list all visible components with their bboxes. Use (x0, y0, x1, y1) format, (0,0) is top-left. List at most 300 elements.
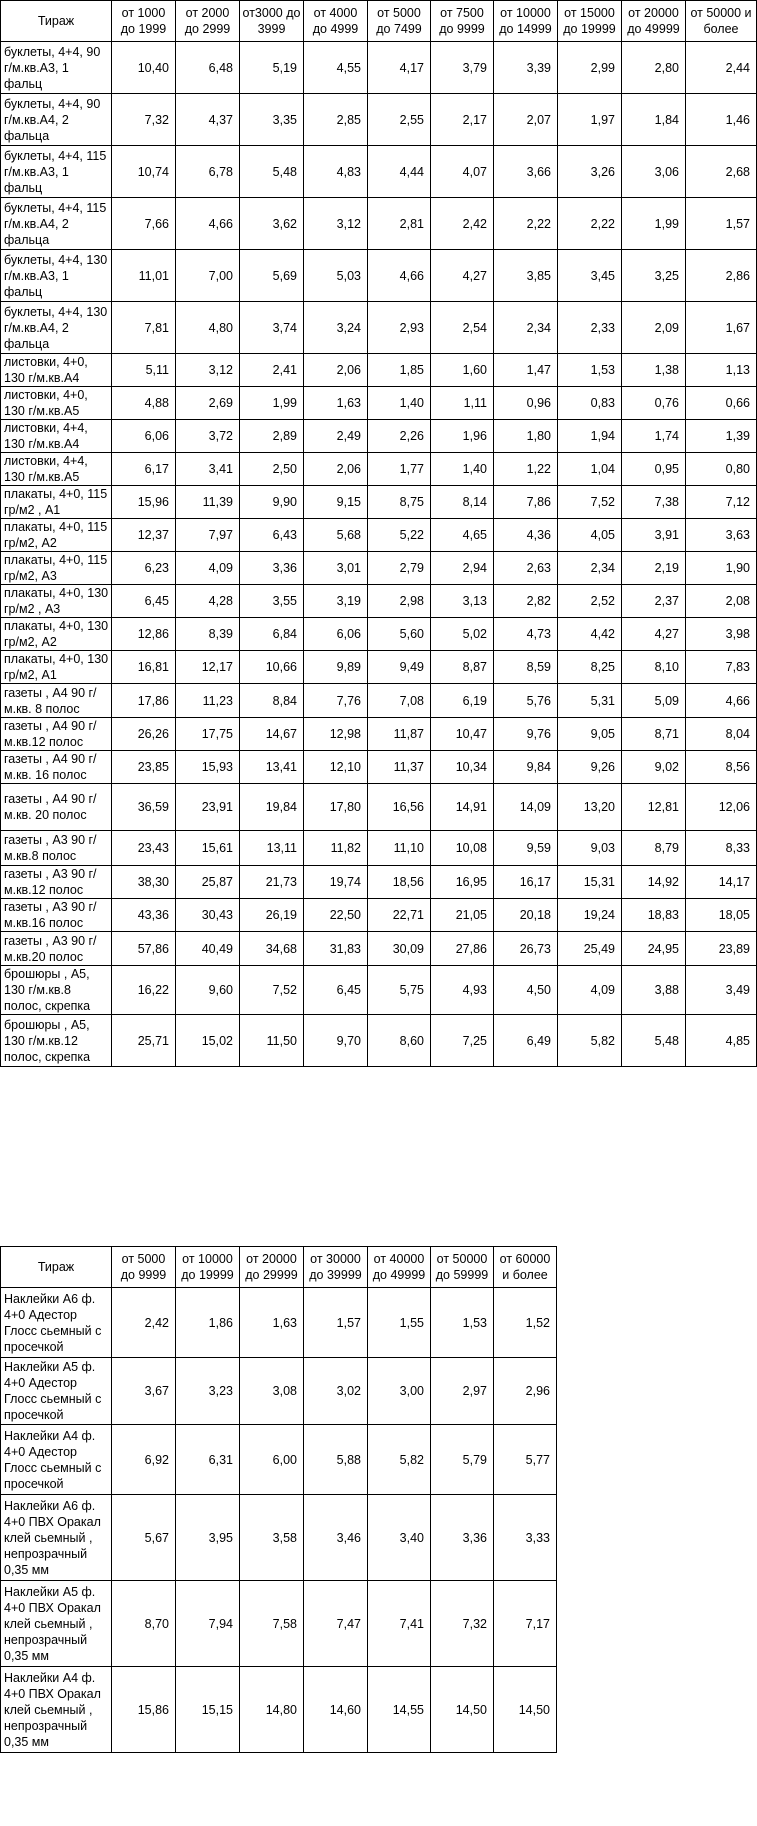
table-row (1, 651, 757, 684)
price-cell: 4,66 (176, 198, 240, 250)
price-cell: 1,53 (558, 354, 622, 387)
product-name-cell: буклеты, 4+4, 90 г/м.кв.А3, 1 фальц (1, 42, 112, 94)
table-row (1, 1581, 557, 1667)
price-cell: 23,91 (176, 784, 240, 831)
price-cell: 5,76 (494, 684, 558, 718)
price-cell: 11,37 (368, 751, 431, 784)
table-row (1, 302, 757, 354)
price-cell: 7,38 (622, 486, 686, 519)
price-cell: 11,87 (368, 718, 431, 751)
price-cell: 7,32 (431, 1581, 494, 1667)
product-name-cell: буклеты, 4+4, 130 г/м.кв.А3, 1 фальц (1, 250, 112, 302)
table-row (1, 1015, 757, 1067)
price-cell: 6,84 (240, 618, 304, 651)
price-cell: 6,45 (112, 585, 176, 618)
price-cell: 5,09 (622, 684, 686, 718)
price-cell: 3,25 (622, 250, 686, 302)
table-row (1, 751, 757, 784)
price-cell: 21,05 (431, 899, 494, 932)
price-cell: 1,99 (240, 387, 304, 420)
price-cell: 7,94 (176, 1581, 240, 1667)
product-name-cell: брошюры , А5, 130 г/м.кв.8 полос, скрепка (1, 966, 112, 1015)
price-cell: 6,06 (304, 618, 368, 651)
price-cell: 10,34 (431, 751, 494, 784)
product-name-cell: Наклейки А5 ф. 4+0 Адестор Глосс сьемный с просечкой (1, 1358, 112, 1425)
table-row (1, 146, 757, 198)
price-cell: 8,60 (368, 1015, 431, 1067)
price-cell: 16,95 (431, 866, 494, 899)
price-cell: 2,68 (686, 146, 757, 198)
price-cell: 3,00 (368, 1358, 431, 1425)
price-cell: 3,26 (558, 146, 622, 198)
price-cell: 6,17 (112, 453, 176, 486)
price-cell: 4,85 (686, 1015, 757, 1067)
price-cell: 9,05 (558, 718, 622, 751)
price-cell: 3,12 (176, 354, 240, 387)
table-row (1, 1495, 557, 1581)
price-cell: 5,82 (368, 1425, 431, 1495)
table-row (1, 387, 757, 420)
price-cell: 14,60 (304, 1667, 368, 1753)
price-cell: 3,74 (240, 302, 304, 354)
price-cell: 5,11 (112, 354, 176, 387)
header-range-8: от 15000 до 19999 (558, 1, 622, 42)
product-name-cell: плакаты, 4+0, 115 гр/м2 , А1 (1, 486, 112, 519)
price-cell: 9,15 (304, 486, 368, 519)
price-cell: 6,92 (112, 1425, 176, 1495)
price-cell: 3,88 (622, 966, 686, 1015)
price-cell: 4,66 (368, 250, 431, 302)
price-cell: 1,39 (686, 420, 757, 453)
price-cell: 14,09 (494, 784, 558, 831)
price-cell: 1,60 (431, 354, 494, 387)
price-cell: 2,49 (304, 420, 368, 453)
header-range-6: от 50000 до 59999 (431, 1247, 494, 1288)
price-cell: 10,47 (431, 718, 494, 751)
product-name-cell: газеты , А3 90 г/м.кв.12 полос (1, 866, 112, 899)
table-row (1, 1358, 557, 1425)
price-cell: 3,46 (304, 1495, 368, 1581)
price-cell: 3,45 (558, 250, 622, 302)
product-name-cell: газеты , А4 90 г/м.кв. 16 полос (1, 751, 112, 784)
price-cell: 38,30 (112, 866, 176, 899)
price-cell: 30,09 (368, 932, 431, 966)
header-range-3: от3000 до 3999 (240, 1, 304, 42)
price-cell: 3,41 (176, 453, 240, 486)
price-cell: 9,70 (304, 1015, 368, 1067)
product-name-cell: плакаты, 4+0, 130 гр/м2, А2 (1, 618, 112, 651)
price-cell: 3,13 (431, 585, 494, 618)
price-cell: 4,42 (558, 618, 622, 651)
price-cell: 2,33 (558, 302, 622, 354)
header-range-5: от 40000 до 49999 (368, 1247, 431, 1288)
price-cell: 1,96 (431, 420, 494, 453)
price-cell: 3,33 (494, 1495, 557, 1581)
table-row (1, 784, 757, 831)
price-cell: 11,50 (240, 1015, 304, 1067)
price-cell: 2,89 (240, 420, 304, 453)
price-cell: 1,67 (686, 302, 757, 354)
price-cell: 20,18 (494, 899, 558, 932)
price-cell: 19,84 (240, 784, 304, 831)
price-cell: 11,01 (112, 250, 176, 302)
price-cell: 1,63 (304, 387, 368, 420)
product-name-cell: Наклейки А4 ф. 4+0 Адестор Глосс сьемный с просечкой (1, 1425, 112, 1495)
product-name-cell: листовки, 4+0, 130 г/м.кв.А5 (1, 387, 112, 420)
price-cell: 14,92 (622, 866, 686, 899)
table-row (1, 618, 757, 651)
price-cell: 2,34 (558, 552, 622, 585)
price-cell: 4,80 (176, 302, 240, 354)
price-cell: 14,55 (368, 1667, 431, 1753)
price-cell: 12,81 (622, 784, 686, 831)
price-cell: 0,95 (622, 453, 686, 486)
price-cell: 36,59 (112, 784, 176, 831)
price-cell: 9,60 (176, 966, 240, 1015)
price-cell: 2,08 (686, 585, 757, 618)
price-cell: 7,25 (431, 1015, 494, 1067)
price-cell: 2,41 (240, 354, 304, 387)
price-cell: 26,73 (494, 932, 558, 966)
price-cell: 8,14 (431, 486, 494, 519)
price-cell: 5,48 (240, 146, 304, 198)
price-cell: 1,55 (368, 1288, 431, 1358)
price-cell: 3,40 (368, 1495, 431, 1581)
table-row (1, 1425, 557, 1495)
price-cell: 4,09 (176, 552, 240, 585)
price-cell: 7,58 (240, 1581, 304, 1667)
price-cell: 3,85 (494, 250, 558, 302)
product-name-cell: брошюры , А5, 130 г/м.кв.12 полос, скрепка (1, 1015, 112, 1067)
price-cell: 0,96 (494, 387, 558, 420)
table-row (1, 420, 757, 453)
price-cell: 3,35 (240, 94, 304, 146)
header-range-9: от 20000 до 49999 (622, 1, 686, 42)
price-cell: 7,47 (304, 1581, 368, 1667)
price-cell: 5,75 (368, 966, 431, 1015)
price-cell: 7,81 (112, 302, 176, 354)
price-cell: 4,27 (431, 250, 494, 302)
price-cell: 4,27 (622, 618, 686, 651)
header-range-2: от 2000 до 2999 (176, 1, 240, 42)
price-cell: 9,02 (622, 751, 686, 784)
price-table-2 (0, 1246, 557, 1753)
price-cell: 10,08 (431, 831, 494, 866)
price-cell: 2,54 (431, 302, 494, 354)
price-cell: 1,84 (622, 94, 686, 146)
price-cell: 2,19 (622, 552, 686, 585)
price-cell: 11,39 (176, 486, 240, 519)
price-cell: 11,23 (176, 684, 240, 718)
price-cell: 9,59 (494, 831, 558, 866)
price-cell: 1,22 (494, 453, 558, 486)
price-cell: 4,65 (431, 519, 494, 552)
price-cell: 2,55 (368, 94, 431, 146)
price-cell: 3,49 (686, 966, 757, 1015)
price-cell: 25,87 (176, 866, 240, 899)
price-cell: 17,75 (176, 718, 240, 751)
header-range-10: от 50000 и более (686, 1, 757, 42)
price-cell: 4,36 (494, 519, 558, 552)
price-cell: 14,91 (431, 784, 494, 831)
price-cell: 4,66 (686, 684, 757, 718)
price-cell: 18,56 (368, 866, 431, 899)
product-name-cell: Наклейки А6 ф. 4+0 ПВХ Оракал клей сьемный , непрозрачный 0,35 мм (1, 1495, 112, 1581)
price-cell: 7,76 (304, 684, 368, 718)
price-cell: 2,82 (494, 585, 558, 618)
price-cell: 2,52 (558, 585, 622, 618)
price-cell: 8,56 (686, 751, 757, 784)
price-cell: 7,83 (686, 651, 757, 684)
price-cell: 2,81 (368, 198, 431, 250)
price-cell: 0,66 (686, 387, 757, 420)
price-cell: 1,97 (558, 94, 622, 146)
product-name-cell: газеты , А3 90 г/м.кв.8 полос (1, 831, 112, 866)
price-cell: 1,85 (368, 354, 431, 387)
price-cell: 15,86 (112, 1667, 176, 1753)
price-cell: 15,15 (176, 1667, 240, 1753)
price-cell: 26,26 (112, 718, 176, 751)
product-name-cell: буклеты, 4+4, 115 г/м.кв.А4, 2 фальца (1, 198, 112, 250)
table-header-row (1, 1247, 557, 1288)
price-cell: 12,10 (304, 751, 368, 784)
price-cell: 1,40 (431, 453, 494, 486)
price-cell: 9,26 (558, 751, 622, 784)
price-cell: 2,63 (494, 552, 558, 585)
price-cell: 2,96 (494, 1358, 557, 1425)
price-cell: 3,02 (304, 1358, 368, 1425)
table-row (1, 831, 757, 866)
price-cell: 21,73 (240, 866, 304, 899)
product-name-cell: листовки, 4+0, 130 г/м.кв.А4 (1, 354, 112, 387)
price-cell: 9,89 (304, 651, 368, 684)
price-cell: 4,73 (494, 618, 558, 651)
header-range-5: от 5000 до 7499 (368, 1, 431, 42)
price-cell: 57,86 (112, 932, 176, 966)
price-cell: 22,50 (304, 899, 368, 932)
header-range-4: от 4000 до 4999 (304, 1, 368, 42)
price-cell: 5,31 (558, 684, 622, 718)
table-header-row (1, 1, 757, 42)
price-cell: 1,04 (558, 453, 622, 486)
price-cell: 2,79 (368, 552, 431, 585)
price-cell: 0,80 (686, 453, 757, 486)
price-cell: 1,94 (558, 420, 622, 453)
product-name-cell: плакаты, 4+0, 130 гр/м2 , А3 (1, 585, 112, 618)
price-cell: 3,08 (240, 1358, 304, 1425)
price-cell: 27,86 (431, 932, 494, 966)
price-cell: 9,76 (494, 718, 558, 751)
price-cell: 1,38 (622, 354, 686, 387)
price-cell: 11,82 (304, 831, 368, 866)
price-cell: 23,85 (112, 751, 176, 784)
price-cell: 14,17 (686, 866, 757, 899)
price-cell: 14,50 (431, 1667, 494, 1753)
price-cell: 9,03 (558, 831, 622, 866)
price-cell: 4,93 (431, 966, 494, 1015)
price-cell: 34,68 (240, 932, 304, 966)
price-cell: 7,66 (112, 198, 176, 250)
header-range-3: от 20000 до 29999 (240, 1247, 304, 1288)
price-cell: 1,77 (368, 453, 431, 486)
price-cell: 3,36 (240, 552, 304, 585)
price-cell: 3,12 (304, 198, 368, 250)
price-cell: 2,97 (431, 1358, 494, 1425)
price-cell: 12,37 (112, 519, 176, 552)
price-cell: 5,68 (304, 519, 368, 552)
price-cell: 6,78 (176, 146, 240, 198)
table-row (1, 966, 757, 1015)
table-row (1, 684, 757, 718)
price-cell: 3,58 (240, 1495, 304, 1581)
price-cell: 2,42 (112, 1288, 176, 1358)
header-range-4: от 30000 до 39999 (304, 1247, 368, 1288)
price-cell: 25,49 (558, 932, 622, 966)
table-row (1, 486, 757, 519)
header-range-7: от 10000 до 14999 (494, 1, 558, 42)
price-cell: 15,61 (176, 831, 240, 866)
price-cell: 1,99 (622, 198, 686, 250)
table-row (1, 932, 757, 966)
price-cell: 3,01 (304, 552, 368, 585)
price-cell: 1,80 (494, 420, 558, 453)
price-cell: 8,87 (431, 651, 494, 684)
price-cell: 3,55 (240, 585, 304, 618)
price-cell: 8,79 (622, 831, 686, 866)
price-cell: 4,55 (304, 42, 368, 94)
table-row (1, 250, 757, 302)
price-cell: 2,42 (431, 198, 494, 250)
price-cell: 5,82 (558, 1015, 622, 1067)
price-cell: 5,03 (304, 250, 368, 302)
price-cell: 2,69 (176, 387, 240, 420)
product-name-cell: газеты , А4 90 г/м.кв. 8 полос (1, 684, 112, 718)
price-cell: 30,43 (176, 899, 240, 932)
price-cell: 10,74 (112, 146, 176, 198)
price-cell: 2,34 (494, 302, 558, 354)
price-cell: 16,17 (494, 866, 558, 899)
price-cell: 18,83 (622, 899, 686, 932)
price-cell: 1,53 (431, 1288, 494, 1358)
product-name-cell: листовки, 4+4, 130 г/м.кв.А4 (1, 420, 112, 453)
price-cell: 4,28 (176, 585, 240, 618)
price-cell: 6,23 (112, 552, 176, 585)
price-cell: 1,13 (686, 354, 757, 387)
price-cell: 2,98 (368, 585, 431, 618)
price-cell: 3,66 (494, 146, 558, 198)
price-cell: 8,75 (368, 486, 431, 519)
table-row (1, 519, 757, 552)
product-name-cell: Наклейки А4 ф. 4+0 ПВХ Оракал клей сьемный , непрозрачный 0,35 мм (1, 1667, 112, 1753)
table-row (1, 718, 757, 751)
price-cell: 7,86 (494, 486, 558, 519)
price-cell: 2,99 (558, 42, 622, 94)
price-cell: 4,37 (176, 94, 240, 146)
price-cell: 2,85 (304, 94, 368, 146)
price-cell: 2,17 (431, 94, 494, 146)
price-cell: 8,70 (112, 1581, 176, 1667)
price-cell: 8,04 (686, 718, 757, 751)
header-range-1: от 5000 до 9999 (112, 1247, 176, 1288)
price-cell: 7,32 (112, 94, 176, 146)
price-cell: 1,90 (686, 552, 757, 585)
price-cell: 7,52 (558, 486, 622, 519)
price-cell: 16,56 (368, 784, 431, 831)
price-cell: 22,71 (368, 899, 431, 932)
price-cell: 5,77 (494, 1425, 557, 1495)
price-cell: 5,67 (112, 1495, 176, 1581)
price-cell: 3,23 (176, 1358, 240, 1425)
header-range-2: от 10000 до 19999 (176, 1247, 240, 1288)
product-name-cell: плакаты, 4+0, 115 гр/м2, А2 (1, 519, 112, 552)
price-cell: 10,40 (112, 42, 176, 94)
price-cell: 5,88 (304, 1425, 368, 1495)
price-cell: 0,76 (622, 387, 686, 420)
price-cell: 3,06 (622, 146, 686, 198)
price-cell: 2,22 (494, 198, 558, 250)
price-cell: 8,71 (622, 718, 686, 751)
price-cell: 3,98 (686, 618, 757, 651)
price-cell: 7,41 (368, 1581, 431, 1667)
price-cell: 1,57 (686, 198, 757, 250)
price-cell: 7,97 (176, 519, 240, 552)
price-cell: 2,22 (558, 198, 622, 250)
price-cell: 1,52 (494, 1288, 557, 1358)
price-cell: 1,46 (686, 94, 757, 146)
price-cell: 31,83 (304, 932, 368, 966)
table-row (1, 1288, 557, 1358)
table-row (1, 899, 757, 932)
product-name-cell: буклеты, 4+4, 115 г/м.кв.А3, 1 фальц (1, 146, 112, 198)
header-tirazh: Тираж (1, 1247, 112, 1288)
table-row (1, 453, 757, 486)
price-cell: 18,05 (686, 899, 757, 932)
price-cell: 40,49 (176, 932, 240, 966)
price-cell: 43,36 (112, 899, 176, 932)
price-cell: 2,86 (686, 250, 757, 302)
price-cell: 7,08 (368, 684, 431, 718)
price-cell: 3,62 (240, 198, 304, 250)
price-cell: 13,20 (558, 784, 622, 831)
header-tirazh: Тираж (1, 1, 112, 42)
price-cell: 0,83 (558, 387, 622, 420)
price-cell: 1,40 (368, 387, 431, 420)
price-cell: 4,83 (304, 146, 368, 198)
price-cell: 5,69 (240, 250, 304, 302)
price-cell: 2,50 (240, 453, 304, 486)
price-cell: 12,98 (304, 718, 368, 751)
product-name-cell: газеты , А3 90 г/м.кв.20 полос (1, 932, 112, 966)
price-cell: 6,43 (240, 519, 304, 552)
price-cell: 23,43 (112, 831, 176, 866)
table-row (1, 866, 757, 899)
table-row (1, 198, 757, 250)
table-row (1, 94, 757, 146)
price-cell: 5,02 (431, 618, 494, 651)
header-range-7: от 60000 и более (494, 1247, 557, 1288)
price-cell: 5,22 (368, 519, 431, 552)
price-cell: 17,80 (304, 784, 368, 831)
price-cell: 11,10 (368, 831, 431, 866)
price-cell: 5,19 (240, 42, 304, 94)
price-cell: 4,44 (368, 146, 431, 198)
price-cell: 1,63 (240, 1288, 304, 1358)
product-name-cell: Наклейки А5 ф. 4+0 ПВХ Оракал клей сьемный , непрозрачный 0,35 мм (1, 1581, 112, 1667)
price-cell: 12,86 (112, 618, 176, 651)
price-cell: 3,72 (176, 420, 240, 453)
price-cell: 8,10 (622, 651, 686, 684)
price-cell: 4,50 (494, 966, 558, 1015)
